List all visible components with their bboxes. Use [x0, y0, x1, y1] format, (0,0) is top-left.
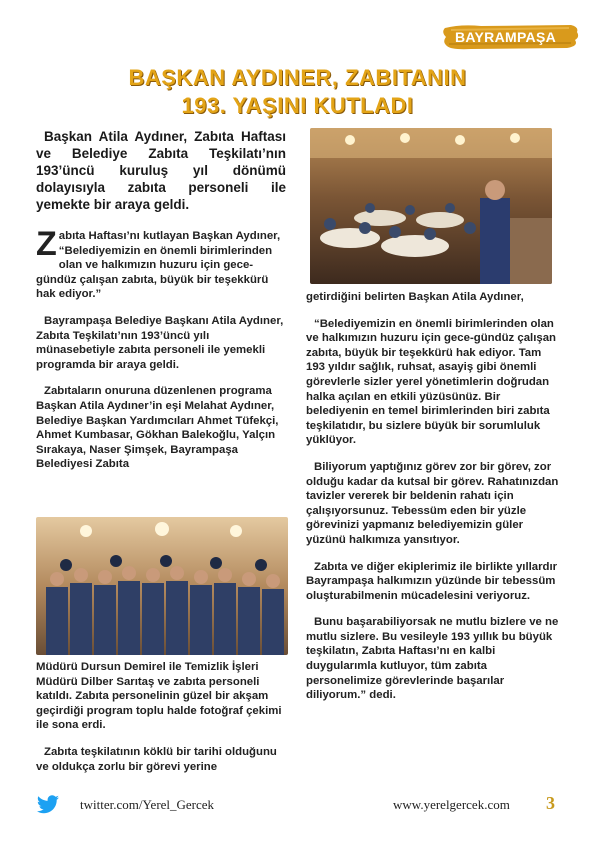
banquet-hall-photo — [310, 128, 552, 284]
title-line-2: 193. YAŞINI KUTLADI — [181, 93, 414, 118]
website-link[interactable]: www.yerelgercek.com — [393, 797, 510, 812]
page-footer — [0, 792, 595, 822]
group-photo-image — [36, 517, 288, 655]
page-number: 3 — [546, 793, 555, 813]
paragraph-text: abıta Haftası’nı kutlayan Başkan Aydıner, “Belediyemizin en önemli birimlerinden olan ve halkımızın huzuru için gece-gündüz çalışan zabıta, büyük bir teşekkürü hak ediyor.” — [36, 230, 281, 301]
paragraph: getirdiğini belirten Başkan Atila Aydıner, — [306, 291, 524, 303]
lead-paragraph: Başkan Atila Aydıner, Zabıta Haftası ve Belediye Zabıta Teşkilatı’nın 193’üncü kuruluş yıl dönümü dolayısıyla zabıta personeli ile yemekte bir araya geldi. — [36, 129, 286, 212]
title-line-1: BAŞKAN AYDINER, ZABITANIN — [128, 65, 467, 90]
twitter-icon[interactable] — [36, 795, 60, 820]
paragraph: Müdürü Dursun Demirel ile Temizlik İşleri Müdürü Dilber Sarıtaş ve zabıta personeli katıldı. Zabıta personelinin güzel bir akşam geçirdiği program toplu halde fotoğraf çekimi ile sona erdi. — [36, 661, 282, 732]
paragraph: Zabıta teşkilatının köklü bir tarihi olduğunu ve oldukça zorlu bir görevi yerine — [36, 745, 277, 773]
banquet-photo-image — [310, 128, 552, 284]
paragraph: Biliyorum yaptığınız görev zor bir görev, zor olduğu kadar da kutsal bir görev. Rahatınızdan tavizler vererek bir beldenin rahatı için çalışıyorsunuz. Tebessüm eden bir yüzle görevinizi yapmanız belediyemizin güler yüzünü halkımıza yansıtıyor. — [306, 460, 559, 546]
right-column — [306, 290, 561, 715]
left-column-continued — [36, 660, 286, 786]
paragraph: Bayrampaşa Belediye Başkanı Atila Aydıner, Zabıta Teşkilatı’nın 193’üncü yılı münasebetiyle zabıta personeli ile yemekli programda bir araya geldi. — [36, 314, 284, 371]
drop-cap: Z — [36, 225, 57, 263]
article-title — [30, 64, 565, 120]
twitter-link[interactable]: twitter.com/Yerel_Gercek — [80, 797, 215, 812]
paragraph: Zabıtaların onuruna düzenlenen programa Başkan Atila Aydıner’in eşi Melahat Aydıner, Belediye Başkan Yardımcıları Ahmet Tüfekçi, Ahmet Kumbasar, Gökhan Balekoğlu, Yalçın Sırakaya, Naser Şimşek, Bayrampaşa Belediyesi Zabıta — [36, 385, 279, 471]
paragraph: Bunu başarabiliyorsak ne mutlu bizlere ve ne mutlu sizlere. Bu vesileyle 193 yıllık bu büyük teşkilatın, Zabıta Haftası’nı en kalbi duygularımla kutluyor, tüm zabıta personelimize görevlerinde başarılar diliyorum.” dedi. — [306, 616, 559, 702]
group-photo — [36, 517, 288, 655]
paragraph: Zabıta ve diğer ekiplerimiz ile birlikte yıllardır Bayrampaşa halkımızın yüzünde bir tebessüm oluşturabilmenin mücadelesini veriyoruz. — [306, 560, 558, 602]
left-column — [36, 128, 286, 472]
paragraph: “Belediyemizin en önemli birimlerinden olan ve halkımızın huzuru için gece-gündüz çalışan zabıta, büyük bir teşekkürü hak ediyor. Tam 193 yıldır sağlık, ruhsat, asayiş gibi önemli görevlerle sizler yerel yönetimlerin doğrudan halka açılan en etkili yüzüsünüz. Bir belediyenin en temel birimlerinden biri zabıta teşkilatıdır, bu sizlere büyük bir sorumluluk yüklüyor. — [306, 317, 557, 447]
paragraph — [36, 225, 286, 302]
badge-label: BAYRAMPAŞA — [455, 29, 557, 45]
section-badge — [441, 22, 581, 52]
